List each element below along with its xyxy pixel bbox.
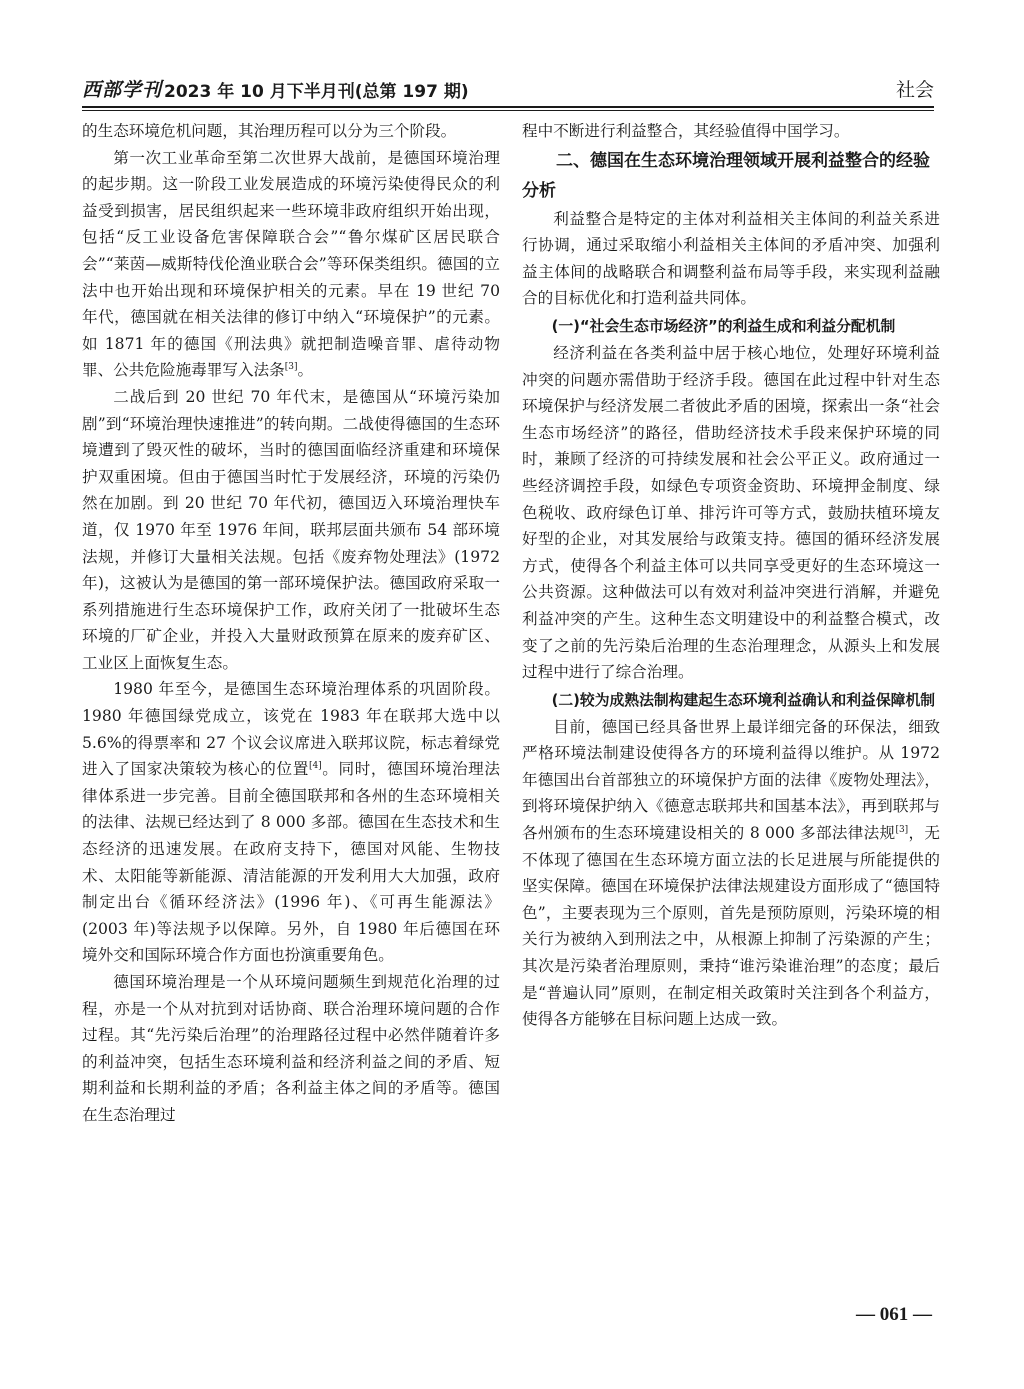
paragraph: 经济利益在各类利益中居于核心地位，处理好环境利益冲突的问题亦需借助于经济手段。德国在此过程中针对生态环境保护与经济发展二者彼此矛盾的困境，探索出一条“社会生态市场经济”的路径，借助经济技术手段来保护环境的同时，兼顾了经济的可持续发展和社会公平正义。政府通过一些经济调控手段，如绿色专项资金资助、环境押金制度、绿色税收、政府绿色订单、排污许可等方式，鼓励扶植环境友好型的企业，对其发展给与政策支持。德国的循环经济发展方式，使得各个利益主体可以共同享受更好的生态环境这一公共资源。这种做法可以有效对利益冲突进行消解，并避免利益冲突的产生。这种生态文明建设中的利益整合模式，改变了之前的先污染后治理的生态治理理念，从源头上和发展过程中进行了综合治理。 <box>522 343 940 682</box>
paragraph-text: 。同时，德国环境治理法律体系进一步完善。目前全德国联邦和各州的生态环境相关的法律、法规已经达到了 8 000 多部。德国在生态技术和生态经济的迅速发展。在政府支持下，德国对风能、生物技术、太阳能等新能源、清洁能源的开发利用大大加强，政府制定出台《循环经济法》(1996 年)、《可再生能源法》(2003 年)等法规予以保障。另外，自 1980 年后德国在环境外交和国际环境合作方面也扮演重要角色。 <box>82 760 500 965</box>
paragraph <box>82 145 500 384</box>
paragraph: 德国环境治理是一个从环境问题频生到规范化治理的过程，亦是一个从对抗到对话协商、联合治理环境问题的合作过程。其“先污染后治理”的治理路径过程中必然伴随着许多的利益冲突，包括生态环境利益和经济利益之间的矛盾、短期利益和长期利益的矛盾；各利益主体之间的矛盾等。德国在生态治理过 <box>82 973 500 1124</box>
citation-ref: [3] <box>895 824 909 835</box>
subsection-heading: (一)“社会生态市场经济”的利益生成和利益分配机制 <box>551 317 896 335</box>
left-column <box>82 118 500 1129</box>
journal-logo: 西部学刊 <box>82 79 163 101</box>
section-label: 社会 <box>895 79 934 101</box>
paragraph: 程中不断进行利益整合，其经验值得中国学习。 <box>522 122 850 140</box>
page-number: — 061 — <box>856 1304 932 1325</box>
paragraph <box>82 676 500 969</box>
subsection-heading: (二)较为成熟法制构建起生态环境利益确认和利益保障机制 <box>551 691 936 709</box>
paragraph-text: 第一次工业革命至第二次世界大战前，是德国环境治理的起步期。这一阶段工业发展造成的环境污染使得民众的利益受到损害，居民组织起来一些环境非政府组织开始出现，包括“反工业设备危害保障联合会”“鲁尔煤矿区居民联合会”“莱茵—威斯特伐伦渔业联合会”等环保类组织。德国的立法中也开始出现和环境保护相关的元素。早在 19 世纪 70 年代，德国就在相关法律的修订中纳入“环境保护”的元素。如 1871 年的德国《刑法典》就把制造噪音罪、虐待动物罪、公共危险施毒罪写入法条 <box>82 148 500 380</box>
section-heading: 二、德国在生态环境治理领域开展利益整合的经验分析 <box>522 150 930 201</box>
right-column <box>522 118 940 1033</box>
citation-ref: [4] <box>308 761 322 772</box>
paragraph <box>522 714 940 1033</box>
header-rule-thick <box>82 106 934 108</box>
running-header <box>82 70 934 102</box>
paragraph-text: 。 <box>297 361 314 380</box>
journal-info <box>82 75 469 102</box>
paragraph-text: 1980 年至今，是德国生态环境治理体系的巩固阶段。1980 年德国绿党成立，该党在 1983 年在联邦大选中以 5.6%的得票率和 27 个议会议席进入联邦议院，标志着绿党进入了国家决策较为核心的位置 <box>82 680 500 779</box>
issue-info: 2023 年 10 月下半月刊(总第 197 期) <box>164 82 469 102</box>
paragraph: 二战后到 20 世纪 70 年代末，是德国从“环境污染加剧”到“环境治理快速推进”的转向期。二战使得德国的生态环境遭到了毁灭性的破坏，当时的德国面临经济重建和环境保护双重困境。但由于德国当时忙于发展经济，环境的污染仍然在加剧。到 20 世纪 70 年代初，德国迈入环境治理快车道，仅 1970 年至 1976 年间，联邦层面共颁布 54 部环境法规，并修订大量相关法规。包括《废弃物处理法》(1972 年)，这被认为是德国的第一部环境保护法。德国政府采取一系列措施进行生态环境保护工作，政府关闭了一批破坏生态环境的厂矿企业，并投入大量财政预算在原来的废弃矿区、工业区上面恢复生态。 <box>82 387 500 672</box>
paragraph-text: 目前，德国已经具备世界上最详细完备的环保法，细致严格环境法制建设使得各方的环境利益得以维护。从 1972 年德国出台首部独立的环境保护方面的法律《废物处理法》，到将环境保护纳入《德意志联邦共和国基本法》，再到联邦与各州颁布的生态环境建设相关的 8 000 多部法律法规 <box>522 717 940 843</box>
header-rule-thin <box>82 110 934 111</box>
citation-ref: [3] <box>284 362 298 373</box>
paragraph-text: ，无不体现了德国在生态环境方面立法的长足进展与所能提供的坚实保障。德国在环境保护法律法规建设方面形成了“德国特色”，主要表现为三个原则，首先是预防原则，污染环境的相关行为被纳入到刑法之中，从根源上抑制了污染源的产生；其次是污染者治理原则，秉持“谁污染谁治理”的态度；最后是“普遍认同”原则，在制定相关政策时关注到各个利益方，使得各方能够在目标问题上达成一致。 <box>522 824 940 1029</box>
paragraph: 的生态环境危机问题，其治理历程可以分为三个阶段。 <box>82 122 457 140</box>
paragraph: 利益整合是特定的主体对利益相关主体间的利益关系进行协调，通过采取缩小利益相关主体间的矛盾冲突、加强利益主体间的战略联合和调整利益布局等手段，来实现利益融合的目标优化和打造利益共同体。 <box>522 209 940 308</box>
